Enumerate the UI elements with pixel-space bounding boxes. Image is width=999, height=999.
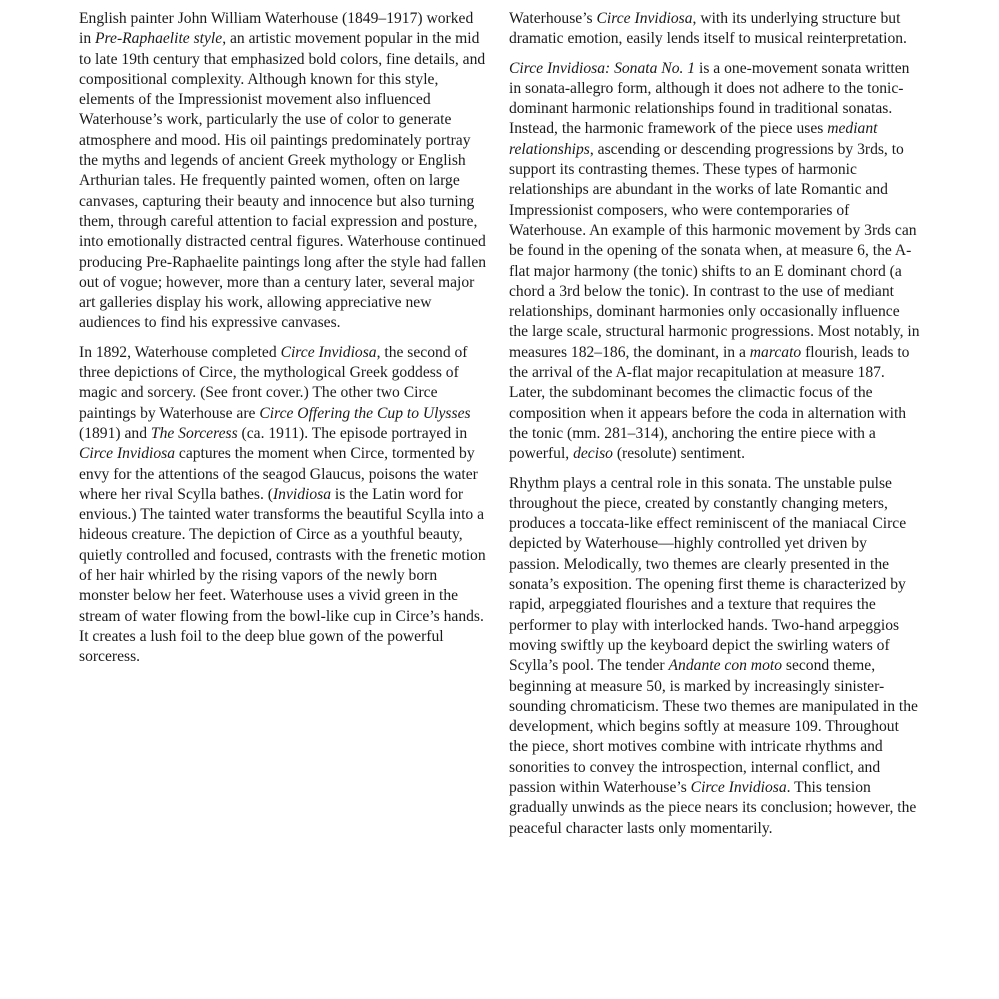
- italic-text-run: marcato: [749, 343, 802, 361]
- italic-text-run: Circe Invidiosa: Sonata No. 1: [509, 59, 696, 77]
- left-column: [79, 9, 489, 677]
- italic-text-run: Invidiosa: [272, 485, 332, 503]
- italic-text-run: Circe Invidiosa: [280, 343, 377, 361]
- text-run: flourish, leads to the arrival of the A-flat major recapitulation at measure 187. Later, the subdominant becomes the climactic focus of the composition when it appears before the coda in alternation with the tonic (mm. 281–314), anchoring the entire piece with a powerful,: [509, 343, 910, 463]
- right-column: [509, 9, 921, 848]
- text-run: second theme, beginning at measure 50, is marked by increasingly sinister-sounding chromaticism. These two themes are manipulated in the development, which begins softly at measure 109. Throughout the piece, short motives combine with intricate rhythms and sonorities to convey the introspection, internal conflict, and passion within Waterhouse’s: [509, 657, 918, 796]
- italic-text-run: Pre-Raphaelite style: [95, 30, 223, 48]
- text-run: . This tension gradually unwinds as the piece nears its conclusion; however, the peaceful character lasts only momentarily.: [509, 778, 917, 837]
- text-run: Waterhouse’s: [509, 10, 597, 27]
- text-run: , the second of three depictions of Circe, the mythological Greek goddess of magic and sorcery. (See front cover.) The other two Circe paintings by Waterhouse are: [79, 343, 468, 422]
- italic-text-run: Circe Invidiosa: [79, 445, 175, 463]
- text-run: is a one-movement sonata written in sonata-allegro form, although it does not adhere to the tonic-dominant harmonic relationships found in traditional sonatas. Instead, the harmonic framework of the piece uses: [509, 59, 910, 138]
- italic-text-run: The Sorceress: [150, 424, 238, 442]
- paragraph-sonata-harmony: [509, 59, 921, 465]
- text-run: , ascending or descending progressions by 3rds, to support its contrasting themes. These types of harmonic relationships are abundant in the works of late Romantic and Impressionist composers, who were contemporaries of Waterhouse. An example of this harmonic movement by 3rds can be found in the opening of the sonata when, at measure 6, the A-flat major harmony (the tonic) shifts to an E dominant chord (a chord a 3rd below the tonic). In contrast to the use of mediant relationships, dominant harmonies only occasionally influence the large scale, structural harmonic progressions. Most notably, in measures 182–186, the dominant, in a: [509, 140, 920, 361]
- text-run: (resolute) sentiment.: [612, 445, 746, 463]
- text-run: (ca. 1911). The episode portrayed in: [237, 424, 468, 442]
- italic-text-run: Circe Invidiosa: [596, 10, 693, 27]
- text-run: English painter John William Waterhouse (1849–1917) worked in: [79, 10, 474, 48]
- italic-text-run: mediant relationships: [509, 120, 878, 158]
- text-run: captures the moment when Circe, tormented by envy for the attentions of the seagod Glaucus, poisons the water where her rival Scylla bathes. (: [79, 445, 478, 503]
- italic-text-run: Circe Invidiosa: [690, 778, 787, 796]
- text-run: Rhythm plays a central role in this sonata. The unstable pulse throughout the piece, created by constantly changing meters, produces a toccata-like effect reminiscent of the maniacal Circe depicted by Waterhouse—highly controlled yet driven by passion. Melodically, two themes are clearly presented in the sonata’s exposition. The opening first theme is characterized by rapid, arpeggiated flourishes and a texture that requires the performer to play with interlocked hands. Two-hand arpeggios moving swiftly up the keyboard depict the swirling waters of Scylla’s pool. The tender: [509, 474, 907, 675]
- paragraph-sonata-rhythm: [509, 474, 921, 839]
- paragraph-musical-reinterpretation: [509, 9, 921, 50]
- text-run: is the Latin word for envious.) The tainted water transforms the beautiful Scylla into a hideous creature. The depiction of Circe as a youthful beauty, quietly controlled and focused, contrasts with the frenetic motion of her hair whirled by the rising vapors of the newly born monster below her feet. Waterhouse uses a vivid green in the stream of water flowing from the bowl-like cup in Circe’s hands. It creates a lush foil to the deep blue gown of the powerful sorceress.: [79, 485, 486, 666]
- text-run: (1891) and: [79, 424, 151, 442]
- paragraph-circe-invidiosa-painting: [79, 343, 489, 668]
- text-run: , an artistic movement popular in the mid to late 19th century that emphasized bold colors, fine details, and compositional complexity. Although known for this style, elements of the Impressionist movement also influenced Waterhouse’s work, particularly the use of color to generate atmosphere and mood. His oil paintings predominately portray the myths and legends of ancient Greek mythology or English Arthurian tales. He frequently painted women, often on large canvases, capturing their beauty and innocence but also turning them, through careful attention to facial expression and posture, into emotionally distracted central figures. Waterhouse continued producing Pre-Raphaelite paintings long after the style had fallen out of vogue; however, more than a century later, several major art galleries display his work, allowing appreciative new audiences to find his expressive canvases.: [79, 30, 487, 332]
- text-run: In 1892, Waterhouse completed: [79, 343, 281, 361]
- italic-text-run: Andante con moto: [668, 657, 782, 675]
- italic-text-run: Circe Offering the Cup to Ulysses: [259, 404, 471, 422]
- italic-text-run: deciso: [573, 445, 613, 463]
- text-run: , with its underlying structure but dramatic emotion, easily lends itself to musical reinterpretation.: [509, 10, 907, 48]
- paragraph-waterhouse-biography: [79, 9, 489, 334]
